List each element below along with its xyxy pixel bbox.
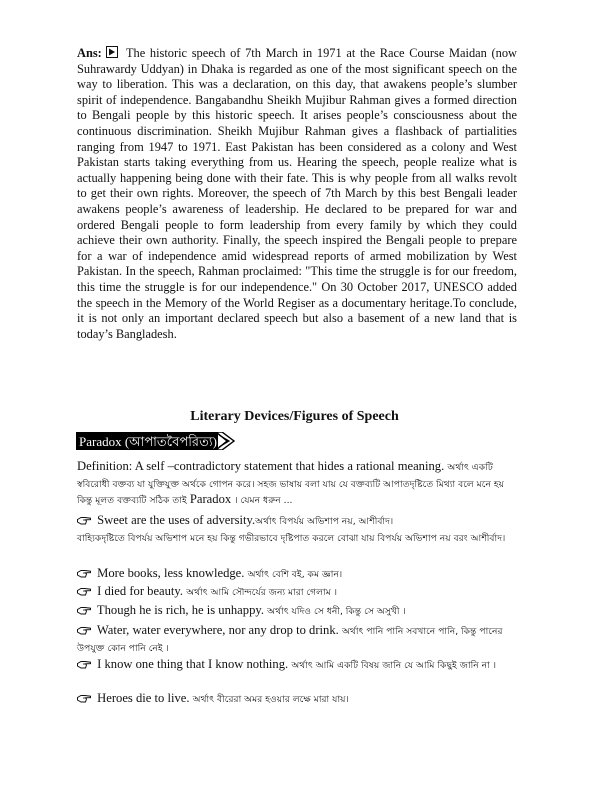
pointing-hand-icon: [77, 659, 91, 669]
example-bn: অর্থাৎ বেশি বই, কম জ্ঞান।: [247, 569, 343, 580]
example-en: Sweet are the uses of adversity.: [97, 513, 256, 527]
definition: [77, 459, 517, 509]
example-bn: অর্থাৎ পানি পানি সবখানে পানি, কিন্তু পানের উপযুক্ত কোন পানি নেই ।: [77, 626, 503, 654]
example-bn: অর্থাৎ বীরেরা অমর হওয়ার লক্ষে মারা যায়।: [192, 694, 349, 705]
list-item: [77, 566, 517, 583]
example-en: More books, less knowledge.: [97, 566, 245, 580]
example-en: Though he is rich, he is unhappy.: [96, 603, 264, 617]
list-item: [77, 691, 517, 708]
definition-tail-bn: । যেমন ধরুন ...: [234, 495, 293, 506]
answer-paragraph: [77, 46, 517, 342]
section-title: Literary Devices/Figures of Speech: [190, 409, 399, 424]
example-bn-explanation: বাহ্যিকদৃষ্টিতে বিপর্যয় অভিশাপ মনে হয় কিন্তু গভীরভাবে দৃষ্টিপাত করলে বোঝা যায় বিপর্যয় অভিশাপ নয় বরং আশীর্বাদ।: [77, 532, 506, 544]
pointing-hand-icon: [77, 605, 91, 615]
example-en: Heroes die to live.: [97, 691, 190, 705]
answer-label: Ans:: [77, 46, 102, 60]
example-bn: অর্থাৎ যদিও সে ধনী, কিন্তু সে অসুখী ।: [267, 606, 406, 617]
topic-banner: [76, 432, 234, 450]
definition-en: Definition: A self –contradictory statement that hides a rational meaning.: [77, 459, 445, 473]
answer-text: The historic speech of 7th March in 1971 at the Race Course Maidan (now Suhrawardy Uddyan) in Dhaka is regarded as one of the most significant speech on the way to liberation. This was a declaration, on this day, that awakens people’s slumber spirit of independence. Bangabandhu Sheikh Mujibur Rahman gives a formed direction to Bengali people by this historic speech. It arises people’s consciousness about the continuous discrimination. Sheikh Mujibur Rahman gives a flashback of partialities ranging from 1947 to 1971. East Pakistan has been considered as a colony and West Pakistan starts taking everything from us. Hearing the speech, people realize what is actually happening being done with their fate. This is why people from all walks revolt to get their own rights. Moreover, the speech of 7th March by this best Bengali leader awakens people’s awareness of leadership. He declared to be prepared for war and ordered Bengali people to form leadership from every family by which they could achieve their own authority. Finally, the speech inspired the Bengali people to prepare for a war of independence amid widespread reports of armed mobilization by West Pakistan. In the speech, Rahman proclaimed: "This time the struggle is for our freedom, this time the struggle is for our independence." On 30 October 2017, UNESCO added the speech in the Memory of the World Regiser as a documentary heritage.To conclude, it is not only an important declared speech but also a basement of a new land that is today’s Bangladesh.: [77, 46, 517, 341]
list-item: [77, 603, 517, 620]
list-item: [77, 513, 517, 546]
list-item: [77, 657, 517, 674]
example-bn: অর্থাৎ আমি একটি বিষয় জানি যে আমি কিছুই জানি না ।: [291, 660, 497, 671]
pointing-hand-icon: [77, 586, 91, 596]
example-en: Water, water everywhere, nor any drop to drink.: [96, 623, 339, 637]
topic-label: Paradox (আপাতবৈপরিত্য): [79, 434, 217, 449]
list-item: [77, 584, 517, 601]
pointing-hand-icon: [77, 693, 91, 703]
pointing-hand-icon: [77, 515, 91, 525]
definition-tail-en: Paradox: [189, 492, 232, 506]
definition-bn: অর্থাৎ একটি স্ববিরোধী বক্তব্য যা যুক্তিযুক্ত অর্থকে গোপন করে। সহজ ভাষায় বলা যায় যে বক্তব্যটি আপাতদৃষ্টিতে মিথ্যা বলে মনে হয় কিন্তু মূলত বক্তব্যটি সঠিক তাই: [77, 462, 505, 506]
example-en: I know one thing that I know nothing.: [97, 657, 289, 671]
pointing-hand-icon: [77, 568, 91, 578]
example-en: I died for beauty.: [97, 584, 184, 598]
example-bn: অর্থাৎ আমি সৌন্দর্যের জন্য মারা গেলাম ।: [186, 587, 338, 598]
play-icon: [106, 46, 118, 58]
arrow-icon: [216, 432, 236, 450]
list-item: [77, 623, 517, 656]
example-bn: অর্থাৎ বিপর্যয় অভিশাপ নয়, আশীর্বাদ।: [255, 516, 394, 527]
pointing-hand-icon: [77, 625, 91, 635]
